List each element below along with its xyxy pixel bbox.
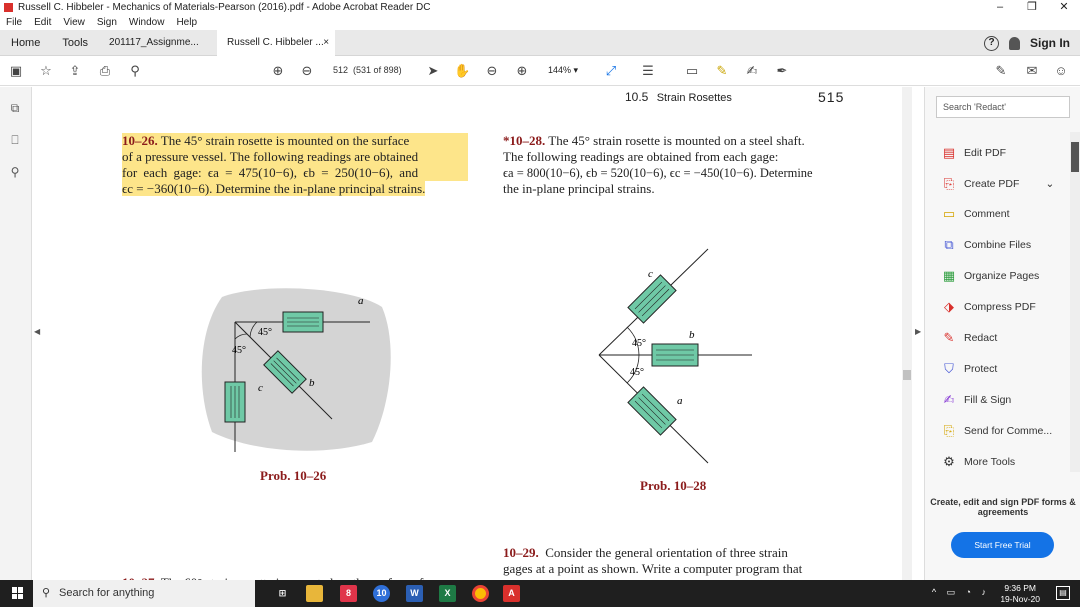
comment-icon: ▭ — [942, 206, 956, 221]
tool-label: Create PDF — [964, 178, 1020, 190]
p26-text1: The 45° strain rosette is mounted on the surface — [160, 133, 410, 148]
menu-bar — [0, 15, 1080, 30]
sign-in-button[interactable]: Sign In — [1030, 36, 1070, 50]
tools-panel — [924, 87, 1080, 580]
acrobat-icon — [4, 3, 13, 12]
edit-pdf-icon: ▤ — [942, 145, 956, 160]
label-c: c — [648, 268, 653, 280]
p28-number: *10–28. — [503, 133, 546, 148]
main-toolbar — [0, 56, 1080, 86]
tab-label: Russell C. Hibbeler ... — [227, 36, 324, 48]
notifications-icon[interactable]: ▤ — [1056, 586, 1070, 600]
taskbar-clock[interactable] — [1000, 583, 1040, 605]
tool-comment[interactable] — [941, 205, 1010, 223]
word-icon[interactable]: W — [406, 585, 423, 602]
chevron-down-icon[interactable]: ⌄ — [1045, 178, 1055, 190]
page-current[interactable]: 512 — [333, 65, 349, 75]
tool-label: Send for Comme... — [964, 425, 1053, 437]
chevron-left-icon[interactable]: ◀ — [34, 327, 41, 336]
problem-10-28 — [503, 133, 849, 197]
menu-sign[interactable]: Sign — [96, 17, 117, 28]
sign-icon[interactable]: ✒ — [776, 63, 788, 78]
angle-label-lower: 45° — [630, 367, 644, 378]
p28-line2: The following readings are obtained from each gage: — [503, 149, 779, 164]
more-tools-icon: ⚙ — [943, 454, 955, 469]
tab-bar — [0, 30, 1080, 56]
label-a: a — [677, 395, 683, 407]
redact-search-input[interactable]: Search 'Redact' — [936, 96, 1070, 118]
hand-tool-icon[interactable]: ✋ — [454, 63, 471, 78]
caption-10-28: Prob. 10–28 — [640, 478, 707, 493]
p28-line3: ϵa = 800(10−6), ϵb = 520(10−6), ϵc = −450(10−6). Determine — [503, 166, 813, 180]
attachments-icon[interactable]: ⚲ — [10, 165, 20, 179]
gage-c — [628, 275, 676, 323]
caption-10-26: Prob. 10–26 — [260, 468, 327, 483]
fill-sign-icon: ✍ — [943, 392, 955, 407]
create-pdf-icon: ⎘ — [943, 176, 955, 191]
tool-compress-pdf[interactable] — [941, 298, 1036, 316]
scrollbar-thumb[interactable] — [1071, 142, 1079, 172]
angle-label-upper: 45° — [632, 338, 646, 349]
tool-create-pdf[interactable] — [941, 175, 1054, 193]
tool-organize-pages[interactable] — [941, 267, 1039, 285]
bookmarks-icon[interactable]: ⎕ — [11, 133, 19, 147]
left-panel-toggle[interactable] — [32, 87, 42, 580]
start-free-trial-button[interactable]: Start Free Trial — [951, 532, 1054, 558]
windows-taskbar — [0, 580, 1080, 607]
system-tray-icons[interactable]: ^ ▭ ◔ ♪ — [931, 587, 990, 597]
clock-time: 9:36 PM — [1004, 583, 1036, 593]
select-tool-icon[interactable]: ➤ — [427, 63, 439, 78]
document-scrollbar[interactable] — [902, 87, 912, 580]
p29-line2: gages at a point as shown. Write a computer program that — [503, 561, 803, 576]
fit-page-icon[interactable]: ⤢ — [605, 63, 617, 78]
save-icon[interactable]: ▣ — [9, 63, 23, 78]
minimize-button[interactable]: – — [996, 1, 1004, 13]
p26-line3: for each gage: ϵa = 475(10−6), ϵb = 250(10−6), and — [122, 165, 468, 181]
p26-line4: ϵc = −360(10−6). Determine the in-plane principal strains. — [122, 181, 426, 196]
send-for-comments-icon: ⎘ — [943, 423, 955, 438]
label-c: c — [258, 382, 263, 394]
help-icon[interactable]: ? — [984, 36, 999, 51]
share-icon[interactable]: ⇪ — [69, 63, 81, 78]
tool-label: Organize Pages — [964, 270, 1040, 282]
scroll-mode-icon[interactable]: ☰ — [642, 63, 654, 78]
zoom-level[interactable]: 144% ▾ — [548, 65, 579, 75]
problem-10-26 — [122, 133, 468, 197]
tool-edit-pdf[interactable] — [941, 144, 1006, 162]
tool-label: Combine Files — [964, 239, 1032, 251]
problem-10-29 — [503, 545, 849, 577]
chrome-icon[interactable] — [472, 585, 489, 602]
p29-text1: Consider the general orientation of three strain — [545, 545, 788, 560]
app-badge-icon[interactable]: 8 — [340, 585, 357, 602]
share-people-icon[interactable]: ☺ — [1054, 63, 1068, 78]
tab-tools[interactable]: Tools — [62, 36, 89, 49]
section-title: Strain Rosettes — [656, 92, 732, 104]
clock-date: 19-Nov-20 — [1000, 594, 1040, 604]
comment-icon[interactable]: ▭ — [685, 63, 699, 78]
highlight-icon[interactable]: ✎ — [716, 63, 728, 78]
windows-start-icon[interactable] — [12, 587, 24, 599]
next-page-icon[interactable]: ⊖ — [301, 63, 313, 78]
tool-label: Redact — [964, 332, 998, 344]
p26-line2: of a pressure vessel. The following readings are obtained — [122, 149, 468, 165]
label-b: b — [689, 329, 695, 341]
angle-label-2: 45° — [232, 345, 246, 356]
left-navigation-rail — [0, 87, 32, 580]
menu-help[interactable]: Help — [176, 17, 198, 28]
email-icon[interactable]: ✉ — [1026, 63, 1038, 78]
tool-label: Fill & Sign — [964, 394, 1012, 406]
tool-combine-files[interactable] — [941, 236, 1031, 254]
p26-line1 — [122, 133, 468, 149]
tab-home[interactable]: Home — [11, 36, 41, 49]
acrobat-taskbar-icon[interactable]: A — [503, 585, 520, 602]
tab-close-icon[interactable]: × — [323, 36, 330, 48]
menu-view[interactable]: View — [63, 17, 85, 28]
angle-label-1: 45° — [258, 327, 272, 338]
compress-pdf-icon: ⬗ — [944, 299, 954, 314]
file-explorer-icon[interactable] — [306, 585, 323, 602]
tool-label: Edit PDF — [964, 147, 1007, 159]
print-icon[interactable]: ⎙ — [99, 63, 111, 78]
restore-button[interactable]: ❐ — [1027, 1, 1037, 13]
tool-label: More Tools — [964, 456, 1016, 468]
section-number: 10.5 — [625, 90, 649, 104]
document-view[interactable] — [42, 87, 902, 580]
figure-10-26 — [192, 282, 412, 467]
bookmark-star-icon[interactable]: ☆ — [40, 63, 52, 78]
label-b: b — [309, 377, 315, 389]
page-info: (531 of 898) — [353, 65, 402, 75]
tool-more-tools[interactable] — [941, 453, 1015, 471]
label-a: a — [358, 295, 364, 307]
excel-icon[interactable]: X — [439, 585, 456, 602]
figure-10-28 — [592, 247, 802, 467]
menu-edit[interactable]: Edit — [34, 17, 52, 28]
gage-a — [628, 387, 676, 435]
p28-text1: The 45° strain rosette is mounted on a steel shaft. — [548, 133, 805, 148]
running-head — [625, 90, 732, 104]
chrome-profile-icon[interactable]: 10 — [373, 585, 390, 602]
draw-icon[interactable]: ✍ — [746, 63, 758, 78]
tool-send-for-comments[interactable] — [941, 422, 1052, 440]
find-icon[interactable]: ⚲ — [130, 63, 140, 78]
zoom-in-icon[interactable]: ⊕ — [516, 63, 528, 78]
shield-icon: ⛉ — [944, 361, 954, 376]
p28-line1 — [503, 133, 849, 149]
scrollbar-thumb[interactable] — [903, 370, 911, 380]
tab-label: 201117_Assignme... — [109, 36, 199, 48]
page-indicator[interactable] — [333, 65, 402, 75]
chevron-right-icon[interactable]: ▶ — [915, 327, 922, 336]
redact-icon: ✎ — [943, 330, 955, 345]
tab-bar-right — [984, 30, 1070, 56]
p26-number: 10–26. — [122, 133, 158, 148]
search-icon: ⚲ — [42, 587, 51, 599]
window-title: Russell C. Hibbeler - Mechanics of Materials-Pearson (2016).pdf - Adobe Acrobat Reader DC — [18, 2, 431, 13]
tab-document-assignment[interactable] — [99, 30, 217, 56]
menu-window[interactable]: Window — [128, 17, 165, 28]
p28-line4: the in-plane principal strains. — [503, 181, 655, 196]
tool-fill-sign[interactable] — [941, 391, 1011, 409]
right-panel-toggle[interactable] — [912, 87, 924, 580]
close-window-button[interactable]: ✕ — [1059, 1, 1069, 13]
page-number: 515 — [818, 89, 845, 105]
zoom-out-icon[interactable]: ⊖ — [486, 63, 498, 78]
promo-text: Create, edit and sign PDF forms & agreements — [930, 497, 1076, 517]
bell-icon[interactable] — [1009, 37, 1020, 50]
fill-sign-icon[interactable]: ✎ — [995, 63, 1007, 78]
prev-page-icon[interactable]: ⊕ — [272, 63, 284, 78]
tool-protect[interactable] — [941, 360, 997, 378]
tool-label: Comment — [964, 208, 1010, 220]
tab-document-hibbeler[interactable] — [217, 30, 335, 56]
task-view-icon[interactable]: ⊞ — [278, 588, 287, 598]
window-titlebar — [0, 0, 1080, 15]
taskbar-search-input[interactable] — [33, 580, 255, 607]
tool-label: Compress PDF — [964, 301, 1036, 313]
window-controls — [984, 0, 1080, 15]
organize-pages-icon: ▦ — [942, 268, 956, 283]
tool-label: Protect — [964, 363, 998, 375]
taskbar-search-text: Search for anything — [59, 587, 155, 599]
zoom-value: 144% — [548, 65, 572, 75]
tools-panel-scrollbar[interactable] — [1070, 132, 1080, 472]
p29-number: 10–29. — [503, 545, 539, 560]
tool-redact[interactable] — [941, 329, 997, 347]
page-thumbnails-icon[interactable]: ⧉ — [10, 101, 20, 115]
menu-file[interactable]: File — [6, 17, 23, 28]
combine-files-icon: ⧉ — [944, 237, 954, 252]
